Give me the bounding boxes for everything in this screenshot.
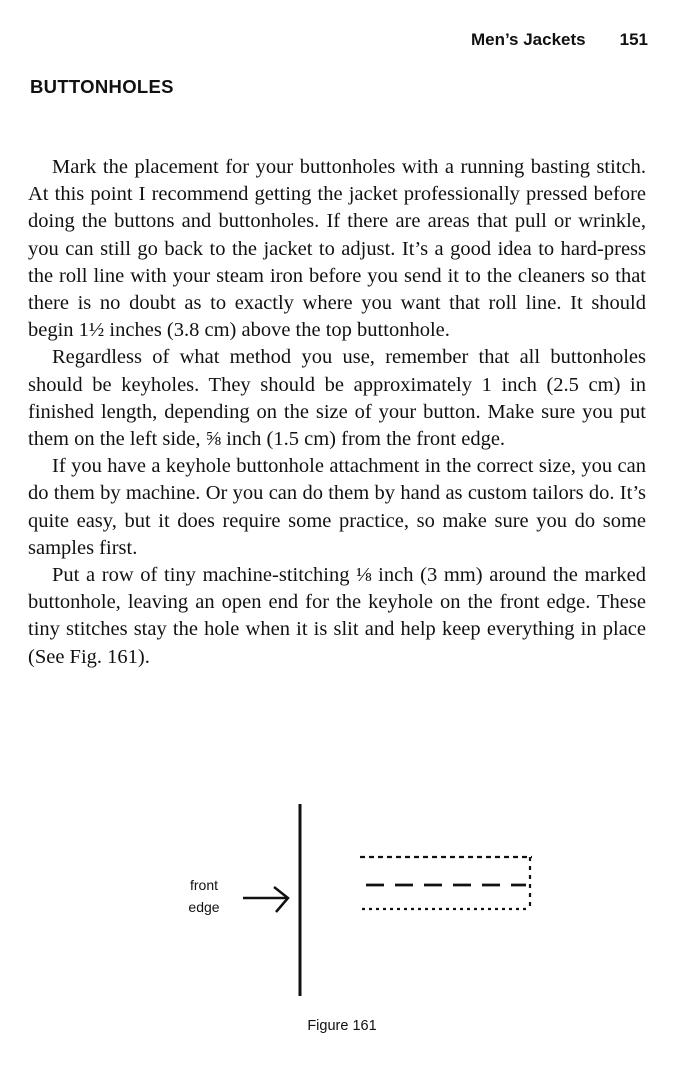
- section-title: BUTTONHOLES: [30, 76, 174, 97]
- page-number: 151: [619, 30, 648, 49]
- paragraph: Regardless of what method you use, remember that all buttonholes should be keyholes. They should be approximately 1 inch (2.5 cm) in finished length, depending on the size of your button. Make sure you put them on the left side, ⅝ inch (1.5 cm) from the front edge.: [28, 346, 646, 451]
- paragraph: Mark the placement for your buttonholes with a running basting stitch. At this point I recommend getting the jacket professionally pressed before doing the buttons and buttonholes. If there are areas that pull or wrinkle, you can still go back to the jacket to adjust. It’s a good idea to hard-press the roll line with your steam iron before you send it to the cleaners so that there is no doubt as to exactly where you want that roll line. It should begin 1½ inches (3.8 cm) above the top buttonhole.: [28, 156, 646, 342]
- body-text: [28, 154, 646, 671]
- running-header: [471, 30, 648, 50]
- buttonhole-figure: [170, 800, 550, 1000]
- front-label: front: [189, 877, 218, 893]
- figure-caption: Figure 161: [307, 1018, 377, 1034]
- paragraph: If you have a keyhole buttonhole attachment in the correct size, you can do them by machine. Or you can do them by hand as custom tailors do. It’s quite easy, but it does require some practice, so make sure you do some samples first.: [28, 455, 646, 559]
- paragraph: Put a row of tiny machine-stitching ⅛ inch (3 mm) around the marked buttonhole, leaving an open end for the keyhole on the front edge. These tiny stitches stay the hole when it is slit and help keep everything in place (See Fig. 161).: [28, 564, 646, 668]
- edge-label: edge: [188, 899, 220, 915]
- figure-drawing: [170, 800, 550, 1000]
- arrow-icon: [243, 887, 288, 912]
- running-title: Men’s Jackets: [470, 30, 586, 49]
